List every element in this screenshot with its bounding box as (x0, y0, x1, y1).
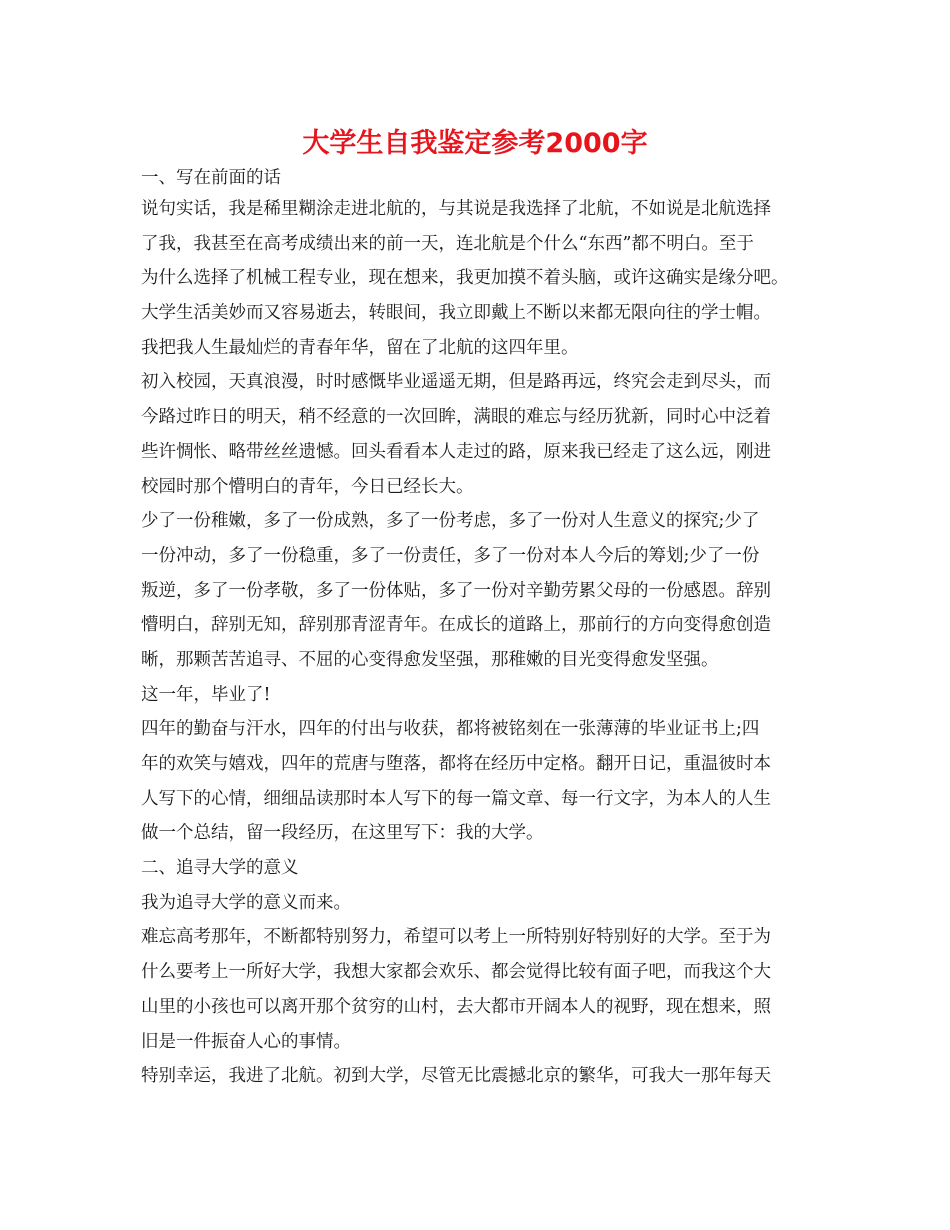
text-line: 我把我人生最灿烂的青春年华，留在了北航的这四年里。 (141, 337, 579, 358)
text-line: 做一个总结，留一段经历，在这里写下：我的大学。 (141, 823, 544, 844)
text-line: 些许惆怅、略带丝丝遗憾。回头看看本人走过的路，原来我已经走了这么远，刚进 (141, 441, 771, 462)
text-line: 晰，那颗苦苦追寻、不屈的心变得愈发坚强，那稚嫩的目光变得愈发坚强。 (141, 649, 719, 670)
text-line: 难忘高考那年，不断都特别努力，希望可以考上一所特别好特别好的大学。至于为 (141, 927, 771, 948)
document-title: 大学生自我鉴定参考2000字 (302, 128, 648, 159)
text-line: 为什么选择了机械工程专业，现在想来，我更加摸不着头脑，或许这确实是缘分吧。 (141, 268, 789, 289)
text-line: 旧是一件振奋人心的事情。 (141, 1031, 351, 1052)
text-line: 叛逆，多了一份孝敬，多了一份体贴，多了一份对辛勤劳累父母的一份感恩。辞别 (141, 580, 771, 601)
text-line: 人写下的心情，细细品读那时本人写下的每一篇文章、每一行文字，为本人的人生 (141, 788, 771, 809)
text-line: 山里的小孩也可以离开那个贫穷的山村，去大都市开阔本人的视野，现在想来，照 (141, 996, 771, 1017)
text-line: 我为追寻大学的意义而来。 (141, 892, 351, 913)
text-line: 少了一份稚嫩，多了一份成熟，多了一份考虑，多了一份对人生意义的探究;少了 (141, 511, 760, 532)
text-line: 今路过昨日的明天，稍不经意的一次回眸，满眼的难忘与经历犹新，同时心中泛着 (141, 407, 771, 428)
text-line: 四年的勤奋与汗水，四年的付出与收获，都将被铭刻在一张薄薄的毕业证书上;四 (141, 719, 760, 740)
section-heading: 一、写在前面的话 (141, 168, 281, 188)
text-line: 这一年，毕业了! (141, 684, 271, 705)
text-line: 大学生活美妙而又容易逝去，转眼间，我立即戴上不断以来都无限向往的学士帽。 (141, 303, 771, 324)
text-line: 什么要考上一所好大学，我想大家都会欢乐、都会觉得比较有面子吧，而我这个大 (141, 962, 771, 983)
text-line: 懵明白，辞别无知，辞别那青涩青年。在成长的道路上，那前行的方向变得愈创造 (141, 615, 771, 636)
text-line: 一份冲动，多了一份稳重，多了一份责任，多了一份对本人今后的筹划;少了一份 (141, 545, 760, 566)
text-line: 校园时那个懵明白的青年，今日已经长大。 (141, 476, 474, 497)
text-line: 初入校园，天真浪漫，时时感慨毕业遥遥无期，但是路再远，终究会走到尽头，而 (141, 372, 771, 393)
document-body (141, 164, 821, 1094)
text-line: 说句实话，我是稀里糊涂走进北航的，与其说是我选择了北航，不如说是北航选择 (141, 199, 771, 219)
text-line: 年的欢笑与嬉戏，四年的荒唐与堕落，都将在经历中定格。翻开日记，重温彼时本 (141, 754, 771, 774)
text-line: 特别幸运，我进了北航。初到大学，尽管无比震撼北京的繁华，可我大一那年每天 (141, 1066, 771, 1087)
text-line: 了我，我甚至在高考成绩出来的前一天，连北航是个什么“东西”都不明白。至于 (141, 233, 754, 254)
section-heading: 二、追寻大学的意义 (141, 858, 299, 879)
